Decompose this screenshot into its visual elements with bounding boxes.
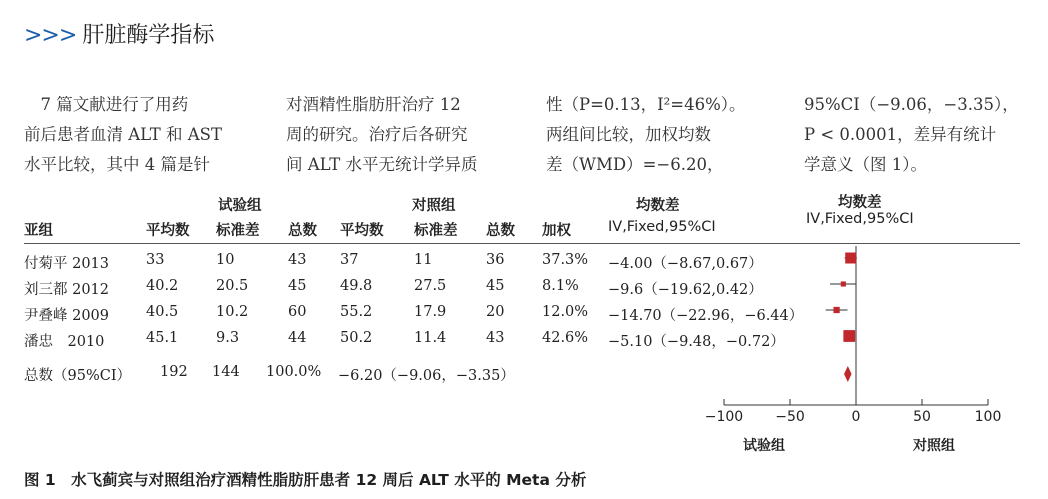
ctrl-sd: 17.9 [414, 304, 447, 320]
x-tick-label: 0 [851, 409, 861, 425]
body-line: 95%CI（−9.06，−3.35）， [804, 95, 1019, 114]
ctrl-sd: 11 [414, 252, 433, 268]
favours-left-label: 试验组 [743, 438, 785, 454]
study-ci: −4.00（−8.67,0.67） [608, 256, 763, 272]
wmd-header: 均数差 [636, 198, 680, 214]
exp-mean: 40.2 [146, 278, 179, 294]
ctrl-sd: 27.5 [414, 278, 447, 294]
ctrl-sd: 11.4 [414, 330, 447, 346]
study-ci: −9.6（−19.62,0.42） [608, 282, 763, 298]
exp-n: 43 [288, 252, 307, 268]
study-point [845, 253, 856, 264]
study-weight: 8.1% [542, 278, 579, 294]
heading-arrows: >>> [24, 23, 77, 48]
study-point [841, 281, 846, 286]
body-line: P < 0.0001，差异有统计 [804, 125, 997, 144]
study-name: 刘三都 2012 [24, 282, 110, 298]
exp-n: 44 [288, 330, 307, 346]
col-ctrl-mean: 平均数 [340, 223, 384, 239]
study-point [843, 330, 855, 342]
x-tick-label: −100 [704, 409, 744, 425]
body-line: 差（WMD）=−6.20， [546, 155, 724, 174]
col-ci: IV,Fixed,95%CI [608, 219, 716, 235]
exp-mean: 40.5 [146, 304, 179, 320]
study-name: 尹叠峰 2009 [24, 308, 110, 324]
study-ci: −14.70（−22.96，−6.44） [608, 308, 804, 324]
exp-sd: 10.2 [216, 304, 249, 320]
total-exp-n: 192 [160, 364, 188, 380]
study-weight: 37.3% [542, 252, 589, 268]
heading-text: 肝脏酶学指标 [82, 23, 215, 48]
exp-n: 45 [288, 278, 307, 294]
x-tick-label: 50 [913, 409, 931, 425]
study-name: 付菊平 2013 [24, 256, 110, 272]
overall-diamond [844, 366, 852, 382]
study-point [833, 307, 839, 313]
ctrl-mean: 49.8 [340, 278, 373, 294]
body-line: 间 ALT 水平无统计学异质 [286, 155, 478, 174]
total-ctrl-n: 144 [212, 364, 240, 380]
study-name: 潘忠 2010 [24, 334, 105, 350]
plot-header: 均数差 [838, 195, 882, 211]
ctrl-mean: 37 [340, 252, 359, 268]
body-line: 水平比较，其中 4 篇是针 [24, 155, 210, 174]
exp-n: 60 [288, 304, 307, 320]
col-exp-total: 总数 [288, 223, 317, 239]
total-label: 总数（95%CI） [24, 368, 132, 384]
col-subgroup: 亚组 [24, 223, 53, 239]
exp-mean: 45.1 [146, 330, 179, 346]
col-ctrl-sd: 标准差 [414, 223, 458, 239]
control-group-header: 对照组 [412, 198, 456, 214]
x-tick-label: −50 [775, 409, 805, 425]
study-ci: −5.10（−9.48，−0.72） [608, 334, 785, 350]
total-ci: −6.20（−9.06，−3.35） [338, 368, 515, 384]
figure-caption: 图 1 水飞蓟宾与对照组治疗酒精性脂肪肝患者 12 周后 ALT 水平的 Meta 分析 [24, 471, 587, 489]
x-tick-label: 100 [974, 409, 1002, 425]
study-weight: 42.6% [542, 330, 589, 346]
body-line: 学意义（图 1）。 [804, 155, 927, 174]
exp-mean: 33 [146, 252, 165, 268]
col-weight: 加权 [542, 223, 571, 239]
col-ctrl-total: 总数 [486, 223, 515, 239]
study-weight: 12.0% [542, 304, 589, 320]
exp-sd: 9.3 [216, 330, 240, 346]
total-weight: 100.0% [266, 364, 322, 380]
body-line: 对酒精性脂肪肝治疗 12 [286, 95, 461, 114]
ctrl-mean: 55.2 [340, 304, 373, 320]
body-line: 7 篇文献进行了用药 [24, 95, 189, 114]
body-line: 性（P=0.13，I²=46%）。 [546, 95, 746, 114]
exp-sd: 10 [216, 252, 235, 268]
exp-sd: 20.5 [216, 278, 249, 294]
ctrl-mean: 50.2 [340, 330, 373, 346]
body-line: 前后患者血清 ALT 和 AST [24, 125, 222, 144]
ctrl-n: 43 [486, 330, 505, 346]
ctrl-n: 20 [486, 304, 505, 320]
favours-right-label: 对照组 [913, 438, 955, 454]
ctrl-n: 36 [486, 252, 505, 268]
body-line: 周的研究。治疗后各研究 [286, 125, 468, 144]
plot-subheader: IV,Fixed,95%CI [806, 211, 914, 227]
ctrl-n: 45 [486, 278, 505, 294]
body-line: 两组间比较，加权均数 [546, 125, 711, 144]
col-exp-sd: 标准差 [216, 223, 260, 239]
col-exp-mean: 平均数 [146, 223, 190, 239]
experimental-group-header: 试验组 [218, 198, 262, 214]
